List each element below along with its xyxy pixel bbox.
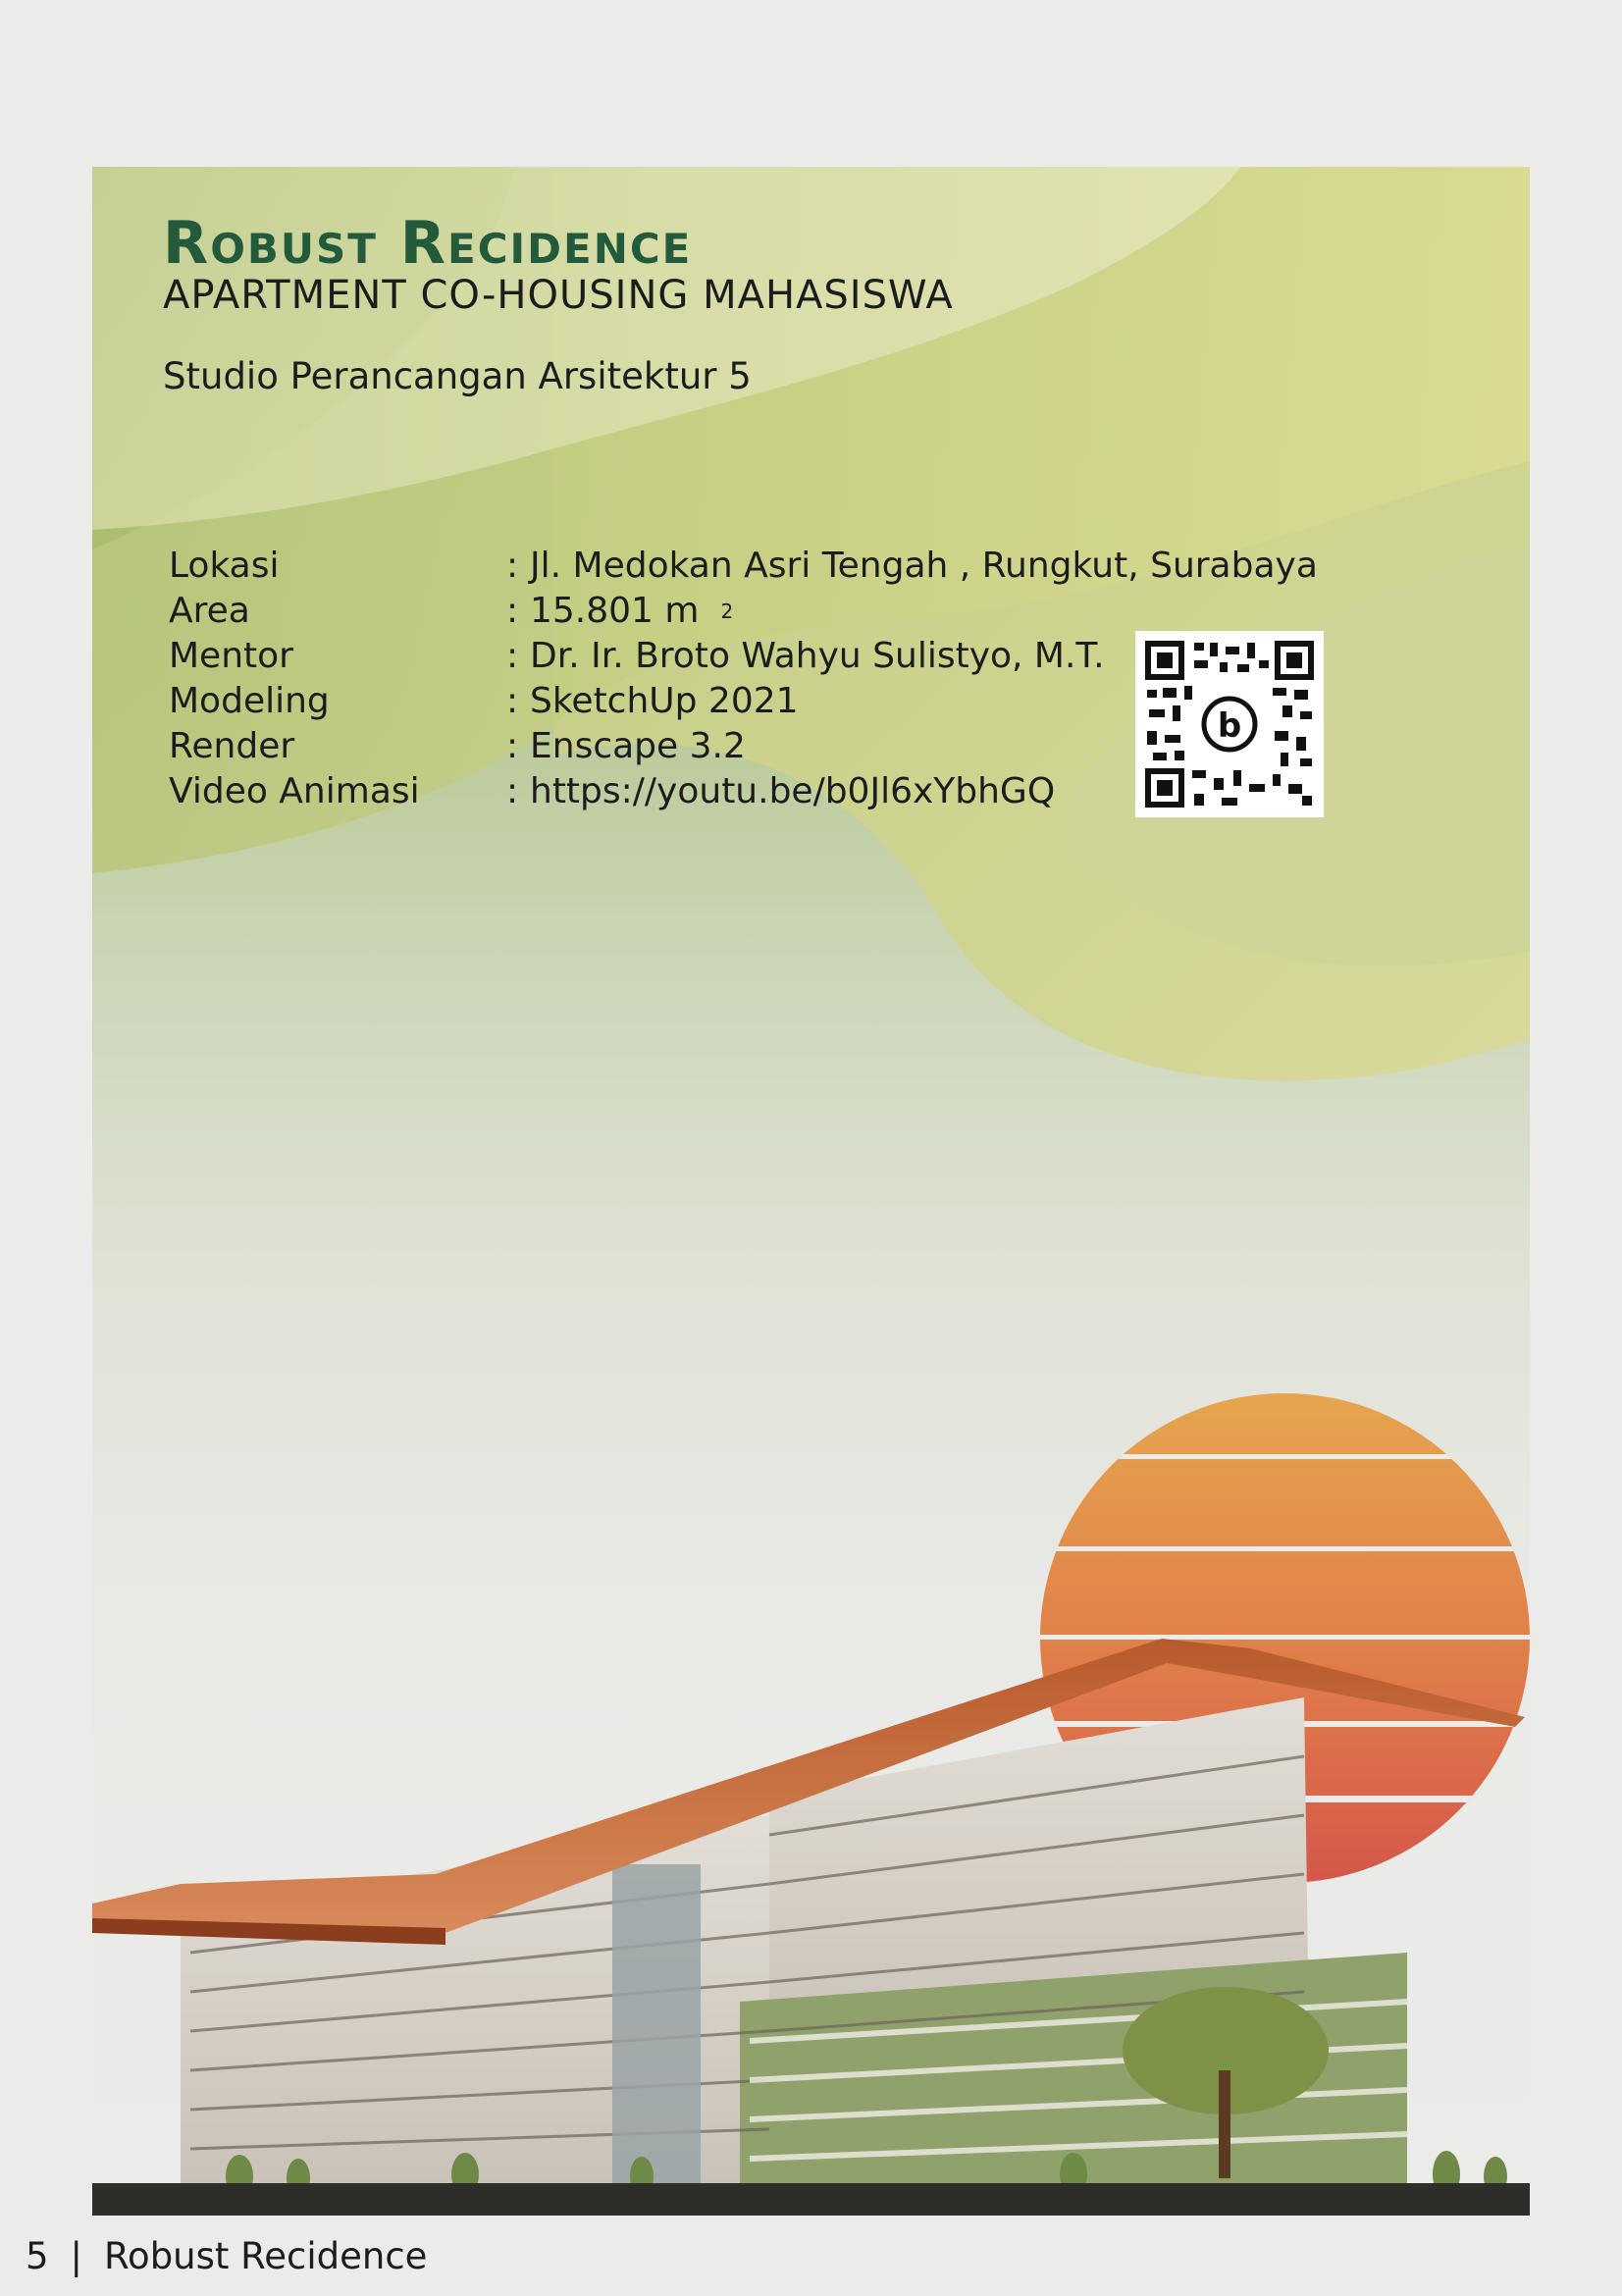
building-render (92, 1639, 1530, 2216)
title-block (163, 208, 954, 397)
info-value: 15.801 m (530, 591, 700, 631)
studio-name: Studio Perancangan Arsitektur 5 (163, 355, 752, 397)
page-number: 5 (26, 2235, 49, 2277)
project-subtitle: APARTMENT CO-HOUSING MAHASISWA (163, 273, 954, 318)
info-row-lokasi (169, 544, 1318, 589)
info-value: Enscape 3.2 (530, 726, 746, 766)
info-value: Dr. Ir. Broto Wahyu Sulistyo, M.T. (530, 636, 1105, 676)
info-label: Modeling (169, 681, 330, 721)
area-unit-superscript: 2 (720, 600, 734, 623)
page-footer (26, 2235, 427, 2277)
qr-center-glyph: b (1217, 706, 1242, 746)
footer-title: Robust Recidence (104, 2235, 428, 2277)
info-label: Area (169, 591, 250, 631)
info-value: SketchUp 2021 (530, 681, 799, 721)
project-title: Robust Recidence (163, 209, 693, 278)
info-label: Video Animasi (169, 771, 420, 811)
info-colon: : (506, 771, 519, 811)
video-link[interactable]: https://youtu.be/b0Jl6xYbhGQ (530, 771, 1056, 811)
info-colon: : (506, 546, 519, 586)
info-label: Mentor (169, 636, 293, 676)
qr-code-icon (1145, 641, 1314, 808)
cover-sheet (92, 167, 1530, 2216)
info-label: Lokasi (169, 546, 280, 586)
qr-code[interactable] (1135, 631, 1324, 817)
info-colon: : (506, 591, 519, 631)
info-value: Jl. Medokan Asri Tengah , Rungkut, Surabaya (530, 546, 1318, 586)
info-label: Render (169, 726, 295, 766)
info-colon: : (506, 726, 519, 766)
footer-separator: | (70, 2235, 83, 2277)
info-row-area (169, 589, 1318, 634)
info-colon: : (506, 681, 519, 721)
info-colon: : (506, 636, 519, 676)
